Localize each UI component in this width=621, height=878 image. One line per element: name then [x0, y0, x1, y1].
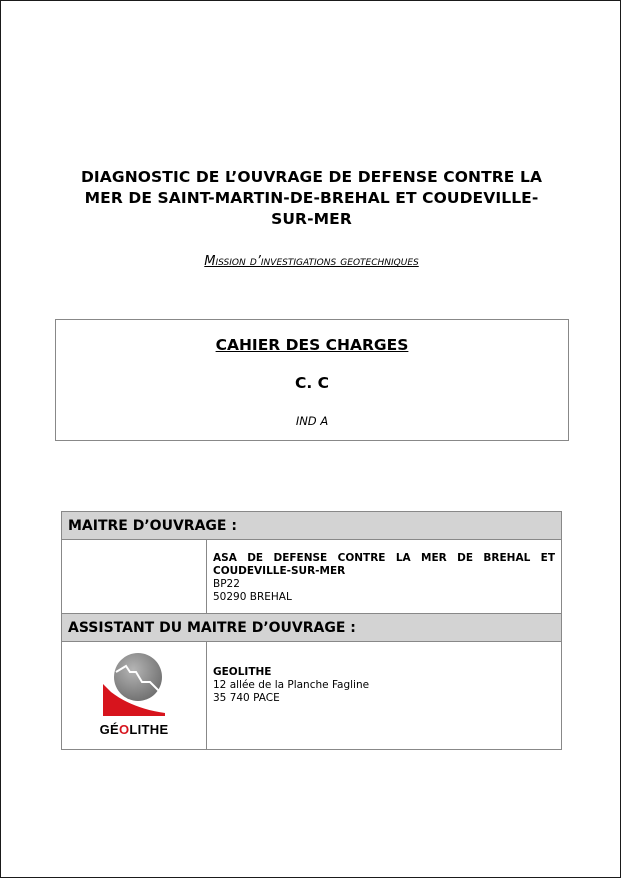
- document-title: [41, 167, 582, 230]
- title-line: SUR-MER: [271, 210, 352, 228]
- assistant-row: [62, 642, 562, 750]
- document-code: C. C: [294, 374, 330, 392]
- owner-logo-cell: [62, 540, 207, 614]
- owner-row: [62, 540, 562, 614]
- assistant-details: [207, 642, 562, 750]
- title-line: DIAGNOSTIC DE L’OUVRAGE DE DEFENSE CONTRE LA: [80, 168, 543, 186]
- assistant-logo-cell: [62, 642, 207, 750]
- assistant-address-line: 12 allée de la Planche Fagline: [213, 679, 370, 691]
- owner-name: ASA DE DEFENSE CONTRE LA MER DE BREHAL ET COUDEVILLE-SUR-MER: [213, 552, 555, 577]
- owner-header: MAITRE D’OUVRAGE :: [62, 512, 562, 540]
- assistant-name: GEOLITHE: [213, 666, 272, 678]
- cover-heading: CAHIER DES CHARGES: [215, 336, 409, 354]
- owner-address-line: 50290 BREHAL: [213, 591, 292, 603]
- document-subtitle: Mission d’investigations geotechniques: [204, 254, 419, 269]
- geolithe-logo: [62, 642, 206, 749]
- assistant-address-line: 35 740 PACE: [213, 692, 280, 704]
- assistant-header: ASSISTANT DU MAITRE D’OUVRAGE :: [62, 614, 562, 642]
- document-index: IND A: [295, 414, 329, 428]
- stakeholders-table: [61, 511, 562, 750]
- owner-details: [207, 540, 562, 614]
- title-line: MER DE SAINT-MARTIN-DE-BREHAL ET COUDEVILLE-: [84, 189, 539, 207]
- cover-box: [55, 319, 569, 441]
- owner-address-line: BP22: [213, 578, 240, 590]
- geolithe-wordmark: GÉOLITHE: [99, 722, 169, 737]
